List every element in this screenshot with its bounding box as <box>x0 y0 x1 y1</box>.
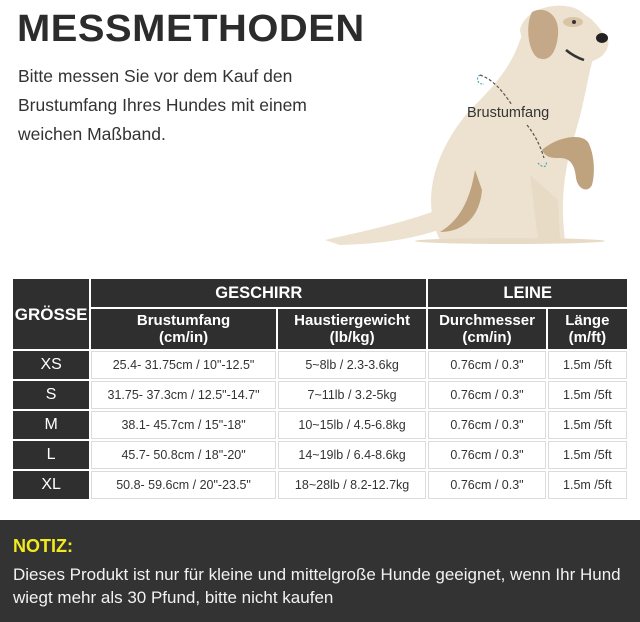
table-row <box>13 411 627 439</box>
column-header-unit: (m/ft) <box>568 329 607 346</box>
note-text: Dieses Produkt ist nur für kleine und mittelgroße Hunde geeignet, wenn Ihr Hund wiegt mehr als 30 Pfund, bitte nicht kaufen <box>13 565 621 607</box>
table-header-sub-row <box>13 309 627 349</box>
length-cell: 1.5m /5ft <box>548 381 627 409</box>
size-cell: XS <box>13 351 89 379</box>
weight-column-header <box>278 309 426 349</box>
leash-group-header: LEINE <box>428 279 627 307</box>
table-row <box>13 471 627 499</box>
size-cell: XL <box>13 471 89 499</box>
length-cell: 1.5m /5ft <box>548 411 627 439</box>
note-panel <box>0 520 640 622</box>
diameter-cell: 0.76cm / 0.3" <box>428 381 545 409</box>
size-cell: M <box>13 411 89 439</box>
dog-illustration <box>320 0 640 250</box>
table-header-group-row <box>13 279 627 307</box>
chest-column-header <box>91 309 276 349</box>
intro-line: weichen Maßband. <box>18 124 166 144</box>
diameter-cell: 0.76cm / 0.3" <box>428 411 545 439</box>
column-header-line: Länge <box>565 312 610 329</box>
intro-line: Bitte messen Sie vor dem Kauf den <box>18 66 293 86</box>
table-row <box>13 351 627 379</box>
diameter-cell: 0.76cm / 0.3" <box>428 471 545 499</box>
column-header-line: Haustiergewicht <box>294 312 411 329</box>
chest-cell: 45.7- 50.8cm / 18"-20" <box>91 441 276 469</box>
weight-cell: 7~11lb / 3.2-5kg <box>278 381 426 409</box>
chest-cell: 31.75- 37.3cm / 12.5"-14.7" <box>91 381 276 409</box>
chest-cell: 38.1- 45.7cm / 15"-18" <box>91 411 276 439</box>
weight-cell: 14~19lb / 6.4-8.6kg <box>278 441 426 469</box>
weight-cell: 18~28lb / 8.2-12.7kg <box>278 471 426 499</box>
page-title: MESSMETHODEN <box>17 8 365 50</box>
column-header-unit: (cm/in) <box>462 329 512 346</box>
note-title: NOTIZ: <box>13 536 73 556</box>
column-header-unit: (cm/in) <box>158 329 209 346</box>
intro-text <box>18 62 338 149</box>
weight-cell: 5~8lb / 2.3-3.6kg <box>278 351 426 379</box>
length-cell: 1.5m /5ft <box>548 471 627 499</box>
weight-cell: 10~15lb / 4.5-6.8kg <box>278 411 426 439</box>
length-column-header <box>548 309 627 349</box>
chest-measure-label: Brustumfang <box>467 105 550 121</box>
size-cell: S <box>13 381 89 409</box>
length-cell: 1.5m /5ft <box>548 441 627 469</box>
size-cell: L <box>13 441 89 469</box>
column-header-line: Durchmesser <box>439 312 535 329</box>
column-header-line: Brustumfang <box>136 312 231 329</box>
length-cell: 1.5m /5ft <box>548 351 627 379</box>
table-row <box>13 381 627 409</box>
intro-line: Brustumfang Ihres Hundes mit einem <box>18 95 307 115</box>
chest-cell: 50.8- 59.6cm / 20"-23.5" <box>91 471 276 499</box>
diameter-column-header <box>428 309 545 349</box>
diameter-cell: 0.76cm / 0.3" <box>428 441 545 469</box>
diameter-cell: 0.76cm / 0.3" <box>428 351 545 379</box>
size-column-header: GRÖSSE <box>13 279 89 349</box>
table-row <box>13 441 627 469</box>
column-header-unit: (lb/kg) <box>329 329 375 346</box>
harness-group-header: GESCHIRR <box>91 279 426 307</box>
size-chart-table <box>11 277 629 501</box>
chest-cell: 25.4- 31.75cm / 10"-12.5" <box>91 351 276 379</box>
